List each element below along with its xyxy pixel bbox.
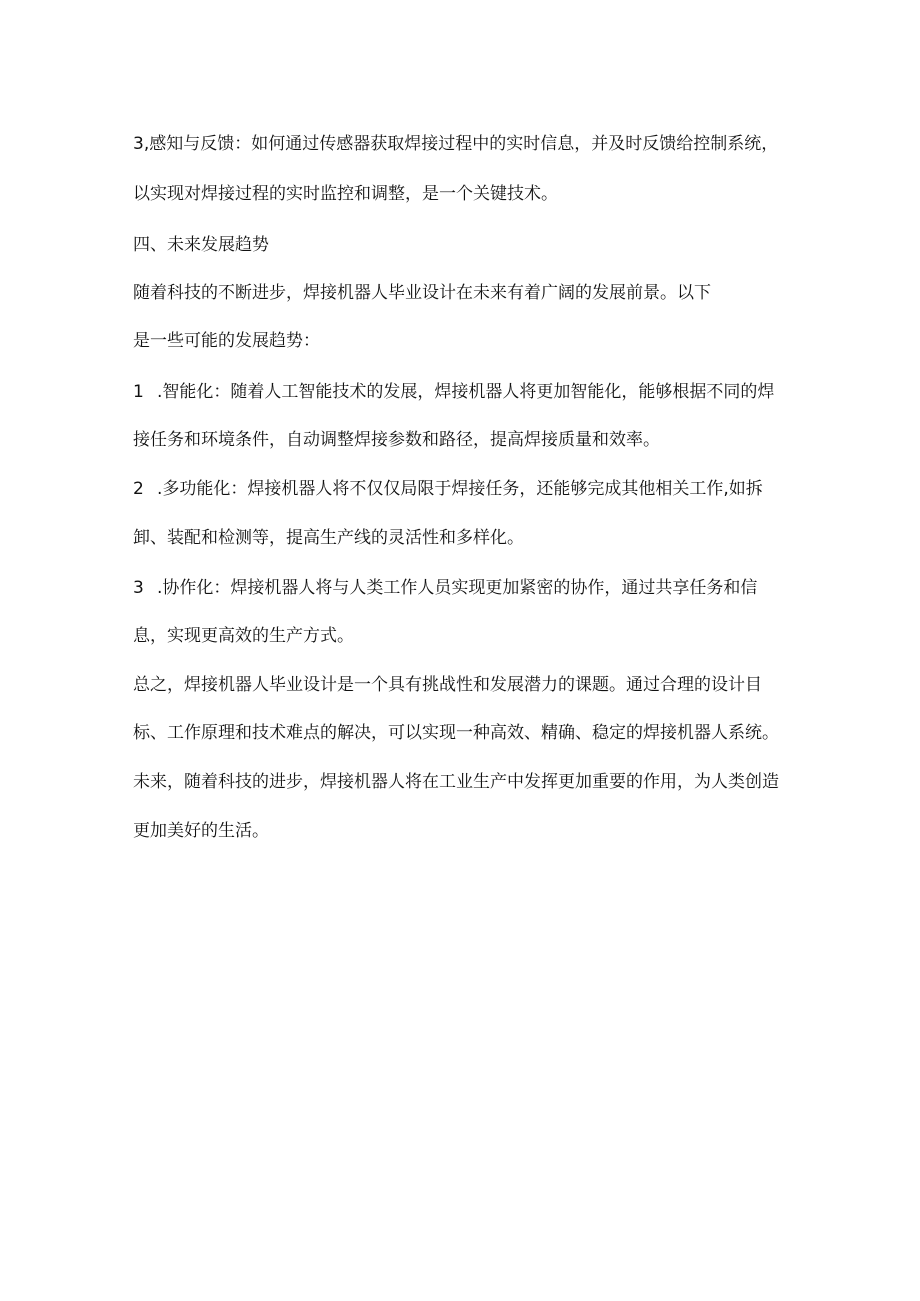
trend-item-3-line2: 息，实现更高效的生产方式。 (133, 626, 354, 646)
trend-item-1-line2: 接任务和环境条件，自动调整焊接参数和路径，提高焊接质量和效率。 (133, 430, 660, 450)
trend-text: .协作化：焊接机器人将与人类工作人员实现更加紧密的协作，通过共享任务和信 (157, 578, 758, 598)
intro-line1: 随着科技的不断进步，焊接机器人毕业设计在未来有着广阔的发展前景。以下 (133, 283, 711, 303)
trend-text: .智能化：随着人工智能技术的发展，焊接机器人将更加智能化，能够根据不同的焊 (157, 382, 775, 402)
trend-number: 3 (133, 578, 144, 598)
section-heading: 四、未来发展趋势 (133, 235, 269, 255)
conclusion-line2: 标、工作原理和技术难点的解决，可以实现一种高效、精确、稳定的焊接机器人系统。 (133, 723, 779, 743)
trend-number: 2 (133, 479, 144, 499)
intro-line2: 是一些可能的发展趋势： (133, 331, 320, 351)
conclusion-line3: 未来，随着科技的进步，焊接机器人将在工业生产中发挥更加重要的作用，为人类创造 (133, 772, 779, 792)
item3-line1: 3,感知与反馈：如何通过传感器获取焊接过程中的实时信息，并及时反馈给控制系统， (133, 134, 779, 154)
trend-number: 1 (133, 382, 144, 402)
trend-item-3-line1 (133, 577, 757, 599)
trend-item-2-line1 (133, 478, 763, 500)
trend-text: .多功能化：焊接机器人将不仅仅局限于焊接任务，还能够完成其他相关工作,如拆 (157, 479, 763, 499)
trend-item-2-line2: 卸、装配和检测等，提高生产线的灵活性和多样化。 (133, 528, 524, 548)
trend-item-1-line1 (133, 381, 774, 403)
conclusion-line1: 总之，焊接机器人毕业设计是一个具有挑战性和发展潜力的课题。通过合理的设计目 (133, 675, 762, 695)
item3-line2: 以实现对焊接过程的实时监控和调整，是一个关键技术。 (133, 184, 558, 204)
conclusion-line4: 更加美好的生活。 (133, 821, 269, 841)
